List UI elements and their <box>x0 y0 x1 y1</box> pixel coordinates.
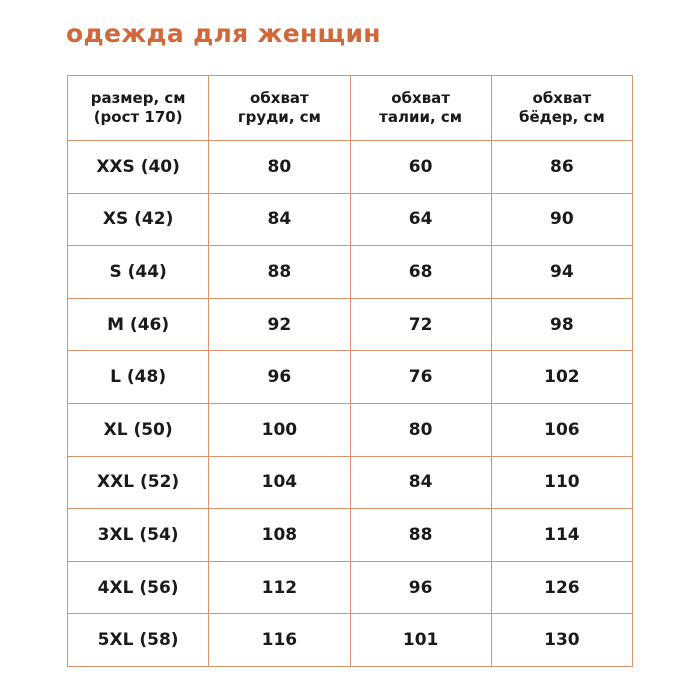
cell-waist: 76 <box>350 351 491 404</box>
cell-size: 3XL (54) <box>68 509 209 562</box>
cell-waist: 96 <box>350 561 491 614</box>
cell-chest: 100 <box>209 403 350 456</box>
cell-size: XXS (40) <box>68 141 209 194</box>
cell-waist: 72 <box>350 298 491 351</box>
header-size-line-1: размер, см <box>90 89 186 107</box>
cell-chest: 88 <box>209 246 350 299</box>
cell-hips: 86 <box>491 141 632 194</box>
cell-hips: 106 <box>491 403 632 456</box>
cell-chest: 116 <box>209 614 350 667</box>
header-hips-line-2: бёдер, см <box>519 108 605 126</box>
header-hips <box>491 76 632 141</box>
cell-hips: 130 <box>491 614 632 667</box>
cell-size: XXL (52) <box>68 456 209 509</box>
cell-size: M (46) <box>68 298 209 351</box>
table-header-row <box>68 76 633 141</box>
header-chest-line-1: обхват <box>249 89 309 107</box>
table-row <box>68 614 633 667</box>
header-chest <box>209 76 350 141</box>
cell-chest: 104 <box>209 456 350 509</box>
header-hips-line-1: обхват <box>532 89 592 107</box>
cell-waist: 88 <box>350 509 491 562</box>
header-chest-line-2: груди, см <box>237 108 321 126</box>
header-size-line-2: (рост 170) <box>93 108 183 126</box>
cell-waist: 101 <box>350 614 491 667</box>
cell-chest: 80 <box>209 141 350 194</box>
cell-chest: 92 <box>209 298 350 351</box>
header-waist-line-2: талии, см <box>379 108 463 126</box>
size-chart-table <box>67 75 633 667</box>
cell-hips: 102 <box>491 351 632 404</box>
table-row <box>68 193 633 246</box>
table-row <box>68 298 633 351</box>
cell-hips: 94 <box>491 246 632 299</box>
cell-hips: 110 <box>491 456 632 509</box>
cell-size: XL (50) <box>68 403 209 456</box>
cell-hips: 90 <box>491 193 632 246</box>
cell-waist: 84 <box>350 456 491 509</box>
cell-size: 4XL (56) <box>68 561 209 614</box>
cell-hips: 114 <box>491 509 632 562</box>
table-row <box>68 561 633 614</box>
cell-hips: 126 <box>491 561 632 614</box>
cell-size: S (44) <box>68 246 209 299</box>
cell-chest: 84 <box>209 193 350 246</box>
cell-hips: 98 <box>491 298 632 351</box>
table-row <box>68 141 633 194</box>
page-title: одежда для женщин <box>66 19 381 48</box>
header-waist-line-1: обхват <box>391 89 450 107</box>
cell-size: 5XL (58) <box>68 614 209 667</box>
cell-chest: 112 <box>209 561 350 614</box>
table-row <box>68 351 633 404</box>
cell-size: L (48) <box>68 351 209 404</box>
cell-chest: 108 <box>209 509 350 562</box>
header-waist <box>350 76 491 141</box>
cell-waist: 80 <box>350 403 491 456</box>
cell-waist: 60 <box>350 141 491 194</box>
header-size <box>68 76 209 141</box>
table-row <box>68 456 633 509</box>
table-row <box>68 246 633 299</box>
table-row <box>68 509 633 562</box>
cell-chest: 96 <box>209 351 350 404</box>
cell-waist: 64 <box>350 193 491 246</box>
cell-waist: 68 <box>350 246 491 299</box>
cell-size: XS (42) <box>68 193 209 246</box>
table-row <box>68 403 633 456</box>
